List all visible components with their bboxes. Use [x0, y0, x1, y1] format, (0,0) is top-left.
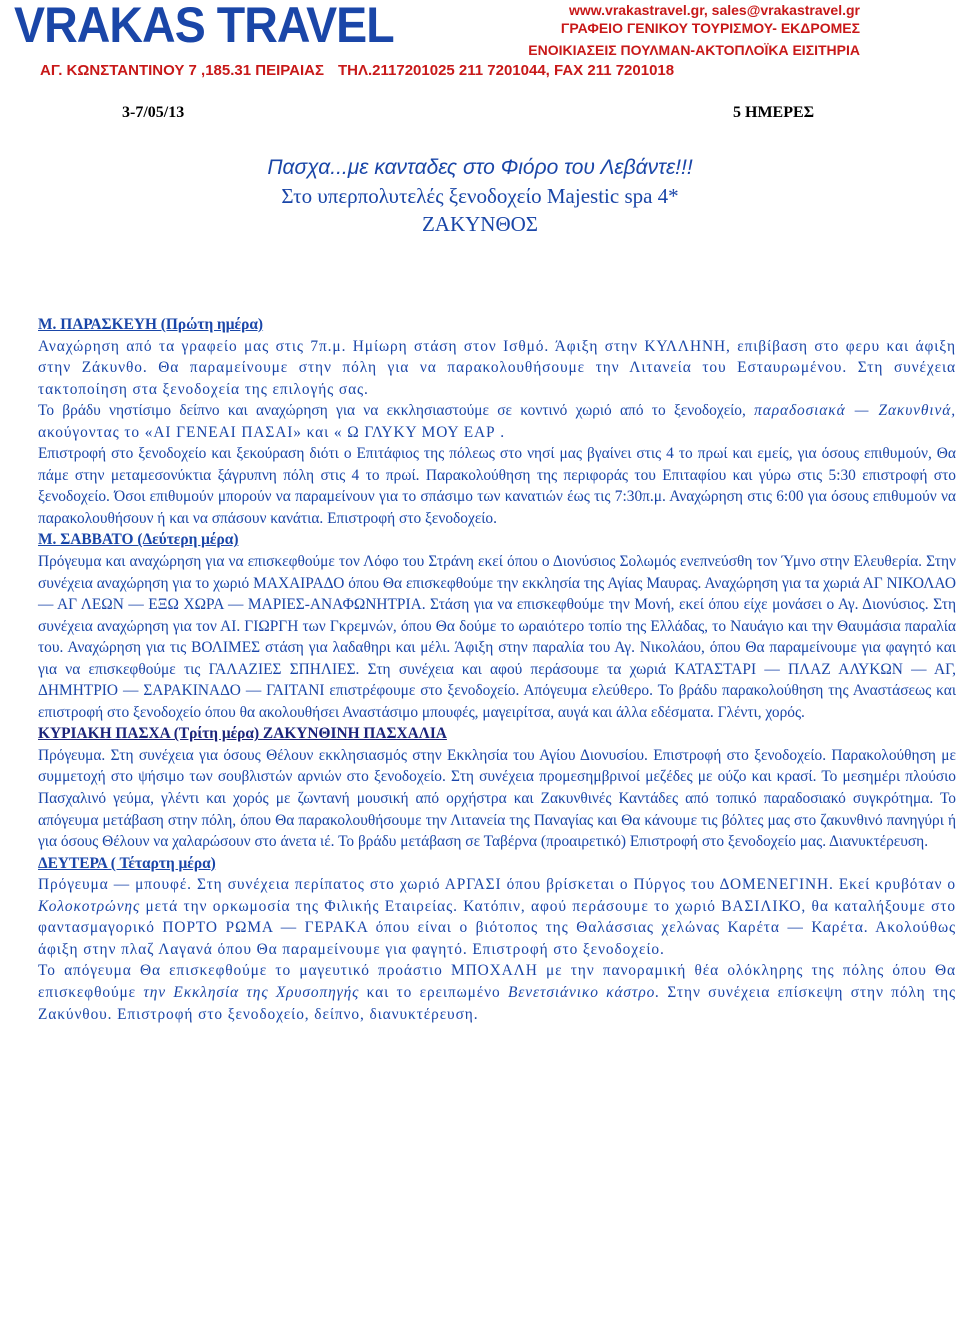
day1-title: Μ. ΠΑΡΑΣΚΕΥΗ (Πρώτη ημέρα)	[38, 316, 264, 333]
company-address: ΑΓ. ΚΩΝΣΤΑΝΤΙΝΟΥ 7 ,185.31 ΠΕΙΡΑΙΑΣ	[40, 62, 324, 79]
day4-p2-text-e: Στην συνέχεια επίσκεψη στην πόλη της Ζακύνθου. Επιστροφή στο ξενοδοχείο, δείπνο, διανυκτέρευση.	[38, 983, 957, 1023]
day1-paragraph-1: Αναχώρηση από τα γραφείο μας στις 7π.μ. Ημίωρη στάση στον Ισθμό. Άφιξη στην ΚΥΛΛΗΝΗ, επιβίβαση στο φερυ και άφιξη στην Ζάκυνθο. Θα παραμείνουμε στην πόλη για να παρακολουθήσουμε την Λιτανεία του Εσταυρωμένου. Στη συνέχεια τακτοποίηση στα ξενοδοχεία της επιλογής σας.	[38, 337, 956, 398]
day4-p1-text-a: Πρόγευμα — μπουφέ. Στη συνέχεια περίπατος στο χωριό ΑΡΓΑΣΙ όπου βρίσκεται ο Πύργος του ΔΟΜΕΝΕΓΙΝΗ. Εκεί κρυβόταν ο	[38, 876, 956, 894]
trip-destination: ΖΑΚΥΝΘΟΣ	[421, 212, 539, 236]
trip-duration: 5 ΗΜΕΡΕΣ	[733, 104, 815, 121]
day3-title: ΚΥΡΙΑΚΗ ΠΑΣΧΑ (Τρίτη μέρα) ΖΑΚΥΝΘΙΝΗ ΠΑΣΧΑΛΙΑ	[38, 725, 447, 743]
company-phones: ΤΗΛ.2117201025 211 7201044, FAX 211 7201018	[337, 62, 675, 79]
trip-hotel: Στο υπερπολυτελές ξενοδοχείο Majestic spa 4*	[281, 184, 679, 208]
day4-p2-text-b: την Εκκλησία της Χρυσοπηγής	[143, 983, 360, 1001]
address-line	[40, 62, 688, 79]
day2-title: Μ. ΣΑΒΒΑΤΟ (Δεύτερη μέρα)	[38, 531, 239, 549]
day4-p1-text-b: Κολοκοτρώνης	[38, 897, 141, 915]
company-services: ΕΝΟΙΚΙΑΣΕΙΣ ΠΟΥΛΜΑΝ-ΑΚΤΟΠΛΟΪΚΑ ΕΙΣΙΤΗΡΙΑ	[528, 42, 860, 58]
day1-p2-text-b: παραδοσιακά — Ζακυνθινά,	[754, 402, 956, 420]
day4-p1-text-c: μετά την ορκωμοσία της Φιλικής Εταιρείας. Κατόπιν, αφού περάσουμε το χωριό ΒΑΣΙΛΙΚΟ, θα καταλήξουμε στο φαντασμαγορικό ΠΟΡΤΟ ΡΩΜΑ — ΓΕΡΑΚΑ όπου είναι ο βιότοπος της Θαλάσσιας χελώνας Καρέτα — Καρέτα. Ακολούθως άφιξη στην πλαζ Λαγανά όπου Θα παραμείνουμε για φαγητό. Επιστροφή στο ξενοδοχείο.	[38, 897, 957, 958]
letterhead	[0, 0, 960, 84]
day1-paragraph-2	[38, 400, 956, 443]
day4-p2-text-d: Βενετσιάνικο κάστρο.	[508, 983, 660, 1001]
trip-title-block	[0, 154, 960, 238]
day4-p2-text-a: Το απόγευμα Θα επισκεφθούμε το μαγευτικό προάστιο ΜΠΟΧΑΛΗ με την πανοραμική θέα ολόκληρης της πόλης όπου Θα επισκεφθούμε	[38, 962, 956, 1001]
day3-paragraph-1: Πρόγευμα. Στη συνέχεια για όσους Θέλουν εκκλησιασμός στην Εκκλησία του Αγίου Διονυσίου. Επιστροφή στο ξενοδοχείο. Παρακολούθηση με συμμετοχή στο ψήσιμο των σουβλιστών αρνιών στο ξενοδοχείο. Στη συνέχεια προμεσημβρινοί μεζέδες με ούζο και κρασί. Το μεσημέρι πλούσιο Πασχαλινό γεύμα, γλέντι και χορός με ζωντανή μουσική από ορχήστρα και Ζακυνθινές Καντάδες από τοπικό παραδοσιακό συγκρότημα. Το απόγευμα μετάβαση στην πόλη, όπου Θα παρακολουθήσουμε την Λιτανεία της Παναγίας και Θα κάνουμε τις βόλτες μας στο ζακυνθινό πανηγύρι ή για όσους Θέλουν να χαλαρώσουν στο άνετα ιέ. Το βράδυ μετάβαση σε Ταβέρνα (προαιρετικό) Επιστροφή στο ξενοδοχείο μας. Διανυκτέρευση.	[38, 746, 956, 851]
day1-paragraph-3: Επιστροφή στο ξενοδοχείο και ξεκούραση διότι ο Επιτάφιος της πόλεως στο νησί μας βγαίνει στις 4 το πρωί και εμείς, για όσους επιθυμούν, Θα πάμε στην μεταμεσονύκτια ξάγρυπνη πόλη στις 4 το πρωί. Παρακολούθηση της περιφοράς του Επιταφίου και γύρω στις 5:30 επιστροφή στο ξενοδοχείο. Όσοι επιθυμούν μπορούν να παραμείνουν για το σπάσιμο των κανατιών έως τις 7:30π.μ. Αναχώρηση στις 6:00 για όσους επιθυμούν να παρακολουθήσουν ή και να σπάσουν κανάτια. Επιστροφή στο ξενοδοχείο.	[38, 445, 956, 527]
company-logo: VRAKAS TRAVEL	[14, 0, 394, 53]
contact-web-email: www.vrakastravel.gr, sales@vrakastravel.gr	[569, 2, 860, 18]
day4-title: ΔΕΥΤΕΡΑ ( Τέταρτη μέρα)	[38, 854, 216, 872]
day1-p2-text-a: Το βράδυ νηστίσιμο δείπνο και αναχώρηση για να εκκλησιαστούμε σε κοντινό χωριό από το ξενοδοχείο,	[38, 402, 746, 420]
day4-paragraph-1	[38, 874, 956, 960]
day4-p2-text-c: και το ερειπωμένο	[366, 983, 501, 1001]
trip-slogan: Πασχα...με κανταδες στο Φιόρο του Λεβάντε!!!	[267, 156, 693, 179]
trip-dates: 3-7/05/13	[122, 104, 185, 121]
day2-paragraph-1: Πρόγευμα και αναχώρηση για να επισκεφθούμε τον Λόφο του Στράνη εκεί όπου ο Διονύσιος Σολωμός ενεπνεύσθη τον Ύμνο στην Ελευθερία. Στην συνέχεια αναχώρηση για το χωριό ΜΑΧΑΙΡΑΔΟ όπου Θα επισκεφθούμε την εκκλησία της Αγίας Μαυρας. Αναχώρηση για τα χωριά ΑΓ ΝΙΚΟΛΑΟ — ΑΓ ΛΕΩΝ — ΕΞΩ ΧΩΡΑ — ΜΑΡΙΕΣ-ΑΝΑΦΩΝΗΤΡΙΑ. Στάση για να επισκεφθούμε την Μονή, εκεί όπου είχε μονάσει ο Αγ. Διονύσιος. Στη συνέχεια αναχώρηση για τον ΑΙ. ΓΙΩΡΓΗ των Γκρεμνών, όπου Θα δούμε το ωραιότερο τοπίο της Ελλάδας, το Ναυάγιο και την Θαυμάσια παραλία του. Αναχώρηση για τις ΒΟΛΙΜΕΣ στάση για λαδαθηρι και μέλι. Άφιξη στην παραλία του Αγ. Νικολάου, όπου Θα παραμείνουμε για φαγητό και για να επισκεφθούμε τις ΓΑΛΑΖΙΕΣ ΣΠΗΛΙΕΣ. Στη συνέχεια και αφού περάσουμε τα χωριά ΚΑΤΑΣΤΑΡΙ — ΠΛΑΖ ΑΛΥΚΩΝ — ΑΓ, ΔΗΜΗΤΡΙΟ — ΣΑΡΑΚΙΝΑΔΟ — ΓΑΙΤΑΝΙ επιστρέφουμε στο ξενοδοχείο. Απόγευμα ελεύθερο. Το βράδυ παρακολούθηση της Αναστάσεως και επιστροφή στο ξενοδοχείο όπου θα ακολουθήσει Αναστάσιμο μπουφές, μαγειρίτσα, αυγά και άλλα εδέσματα. Γλέντι, χορός.	[38, 553, 956, 721]
itinerary	[38, 314, 956, 1025]
day1-p2-text-c: ακούγοντας το «ΑΙ ΓΕΝΕΑΙ ΠΑΣΑΙ» και « Ω ΓΛΥΚΥ ΜΟΥ ΕΑΡ .	[38, 423, 505, 441]
company-tagline: ΓΡΑΦΕΙΟ ΓΕΝΙΚΟΥ ΤΟΥΡΙΣΜΟΥ- ΕΚΔΡΟΜΕΣ	[560, 20, 860, 36]
day4-paragraph-2	[38, 960, 956, 1025]
